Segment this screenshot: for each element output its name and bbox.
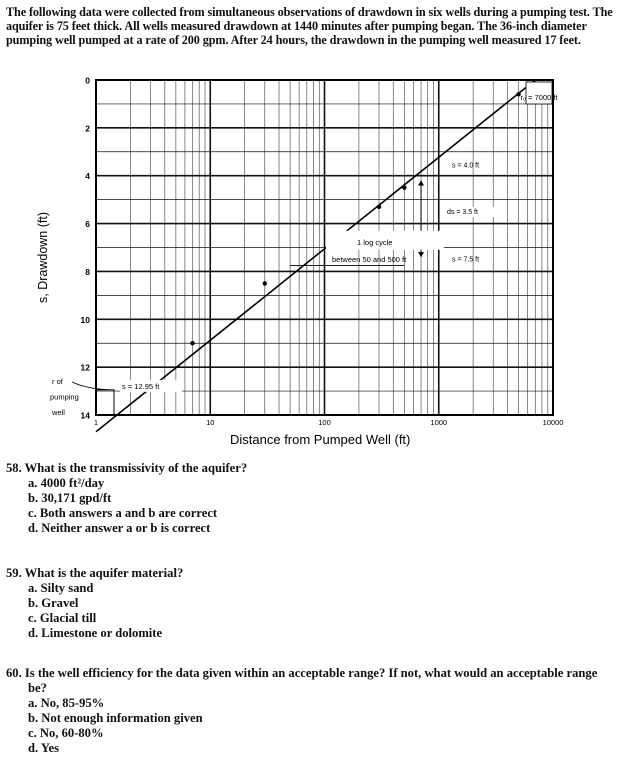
drawdown-chart	[0, 68, 624, 456]
question-59-option-c[interactable]: c. Glacial till	[28, 611, 97, 625]
sw-label: s = 12.95 ft	[122, 381, 160, 391]
x-axis-label: Distance from Pumped Well (ft)	[230, 432, 411, 447]
question-58-option-b[interactable]: b. 30,171 gpd/ft	[28, 491, 112, 505]
r-pumping-pointer	[72, 382, 110, 390]
s75-label: s = 7.5 ft	[452, 256, 480, 264]
x-tick-label: 1	[93, 418, 99, 427]
x-tick-label: 1000	[430, 418, 448, 427]
y-tick-label: 0	[85, 75, 90, 86]
ds-label: ds = 3.5 ft	[447, 209, 478, 216]
x-tick-label: 10000	[542, 418, 564, 427]
question-59-stem: 59. What is the aquifer material?	[6, 566, 184, 580]
y-axis-label: s, Drawdown (ft)	[36, 212, 50, 303]
y-tick-label: 10	[80, 314, 90, 325]
y-tick-label: 8	[85, 266, 90, 277]
question-60-stem: 60. Is the well efficiency for the data given within an acceptable range? If not, what would an acceptable range be?	[6, 666, 598, 695]
question-59-option-d[interactable]: d. Limestone or dolomite	[28, 626, 163, 640]
r-pumping-label-3: well	[52, 408, 65, 417]
question-60-option-c[interactable]: c. No, 60-80%	[28, 726, 104, 740]
ds-arrow-head-up	[418, 181, 424, 186]
problem-intro: The following data were collected from simultaneous observations of drawdown in six wells during a pumping test. The aquifer is 75 feet thick. All wells measured drawdown at 1440 minutes after pumping began. The 36-inch diameter pumping well pumped at a rate of 200 gpm. After 24 hours, the drawdown in the pumping well measured 17 feet.	[6, 5, 613, 48]
r-pumping-label-2: pumping	[50, 392, 79, 402]
question-60-option-d[interactable]: d. Yes	[28, 741, 60, 755]
log-cycle-label-2: between 50 and 500 ft	[332, 254, 407, 264]
question-58-option-a[interactable]: a. 4000 ft²/day	[28, 476, 105, 490]
ds-arrow-head-down	[418, 252, 424, 257]
question-59-option-b[interactable]: b. Gravel	[28, 596, 79, 610]
question-58-option-d[interactable]: d. Neither answer a or b is correct	[28, 521, 211, 535]
y-tick-label: 12	[80, 362, 90, 373]
question-59-option-a[interactable]: a. Silty sand	[28, 581, 94, 595]
question-60-option-b[interactable]: b. Not enough information given	[28, 711, 203, 725]
log-cycle-label-1: 1 log cycle	[357, 238, 393, 248]
s40-label: s = 4.0 ft	[452, 162, 480, 170]
data-point	[190, 341, 194, 345]
data-point	[263, 281, 267, 285]
data-point	[402, 185, 406, 189]
r-pumping-label-1: r of	[52, 376, 63, 386]
question-59	[6, 566, 618, 641]
sw-bracket	[96, 390, 114, 415]
y-tick-label: 14	[80, 410, 90, 421]
r0-label: r₀ = 7000 ft	[520, 93, 558, 102]
y-tick-label: 6	[85, 219, 90, 230]
question-60-option-a[interactable]: a. No, 85-95%	[28, 696, 105, 710]
x-tick-label: 100	[318, 418, 331, 427]
question-58-option-c[interactable]: c. Both answers a and b are correct	[28, 506, 218, 520]
question-58-stem: 58. What is the transmissivity of the aquifer?	[6, 461, 248, 475]
y-tick-label: 2	[85, 123, 90, 134]
y-tick-label: 4	[85, 171, 90, 182]
question-58	[6, 461, 618, 536]
x-tick-label: 10	[206, 418, 215, 427]
data-point	[377, 205, 381, 209]
question-60	[6, 666, 618, 756]
